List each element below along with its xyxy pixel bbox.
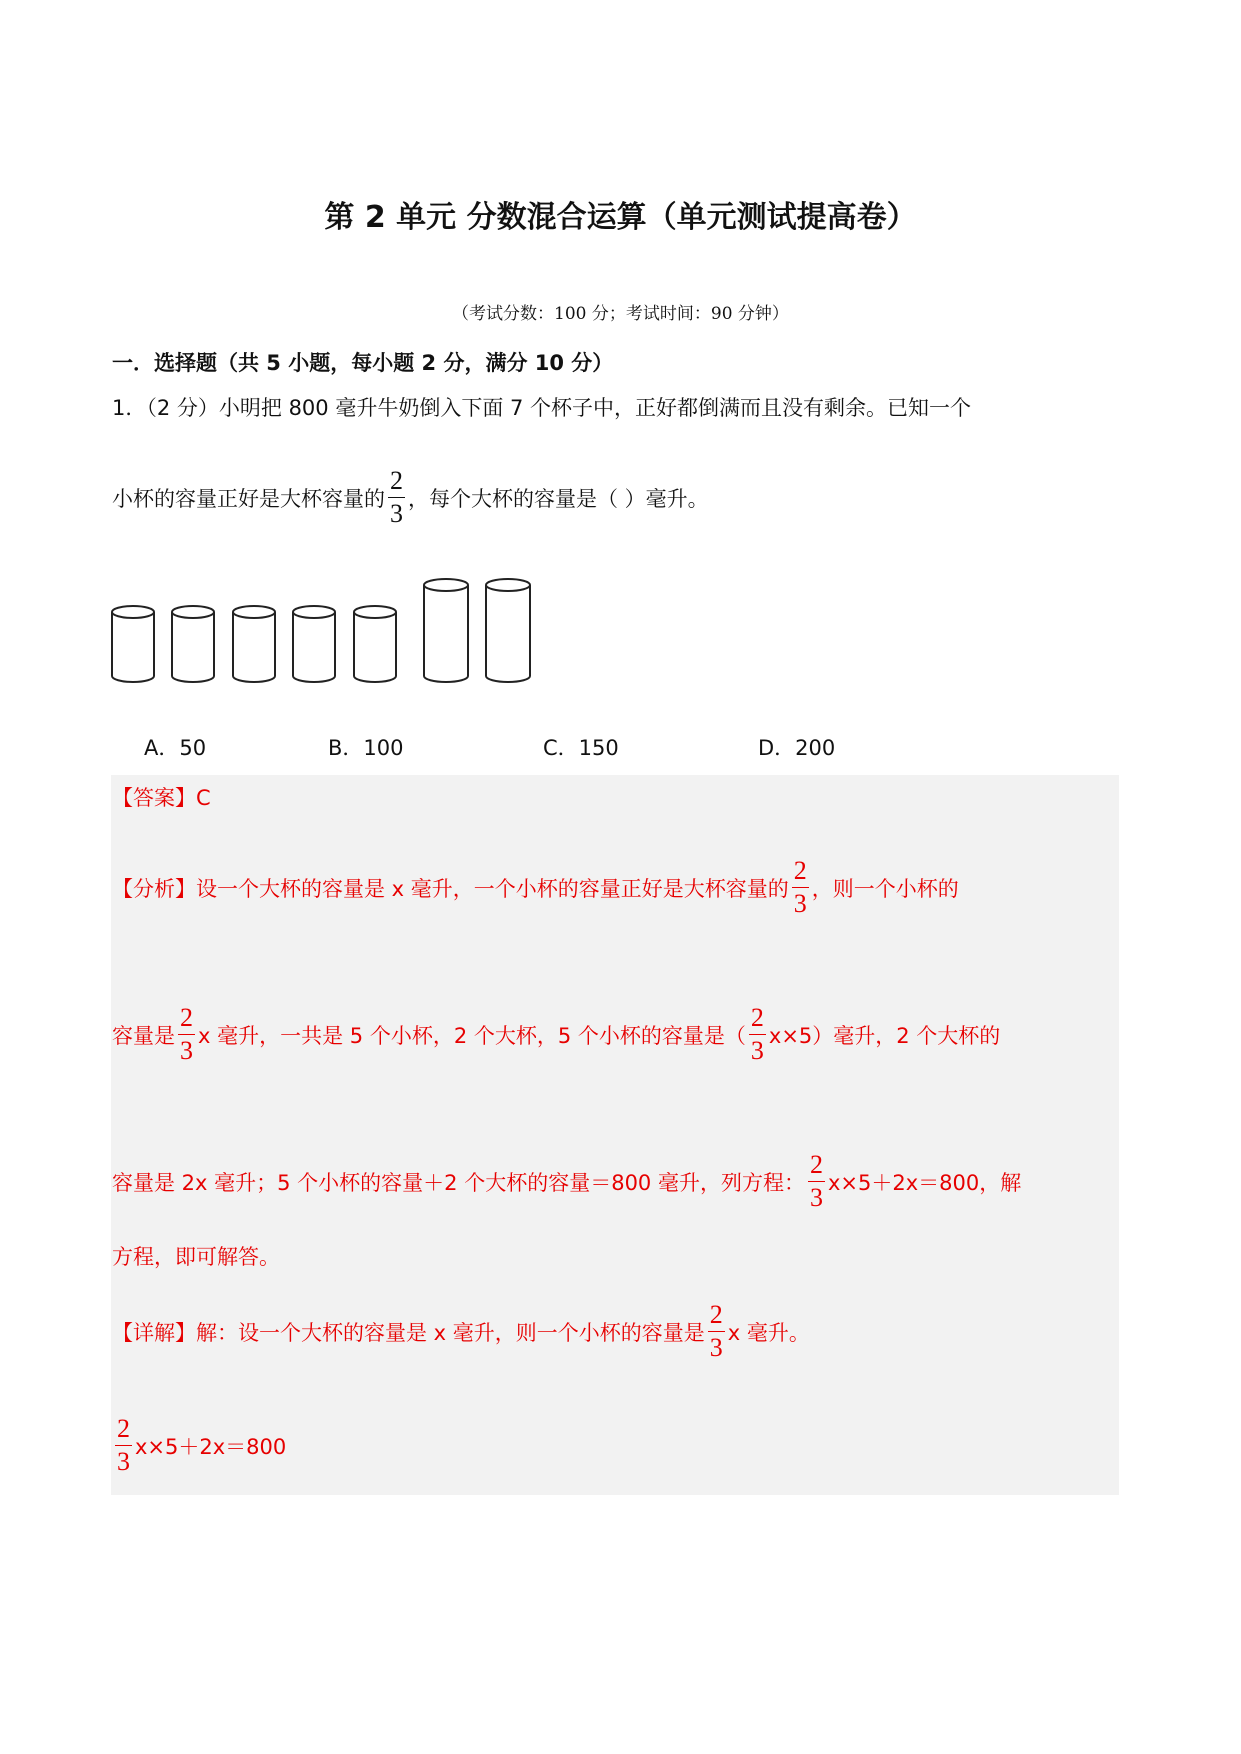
equation-line: $\frac{2}{3}$ x×5＋2x＝800: [117, 1414, 287, 1476]
exam-info: （考试分数：100 分；考试时间：90 分钟）: [452, 304, 789, 324]
fraction-two-thirds: $\frac{2}{3}$: [390, 466, 403, 528]
fraction-two-thirds: $\frac{2}{3}$: [709, 1300, 723, 1362]
option-d: D．200: [758, 736, 836, 760]
detail-line: 【详解】解：设一个大杯的容量是 x 毫升，则一个小杯的容量是 $\frac{2}{3}$ x 毫升。: [112, 1300, 810, 1362]
option-c: C．150: [543, 736, 619, 760]
question-1-text-a: 小杯的容量正好是大杯容量的: [112, 486, 385, 511]
option-b: B．100: [328, 736, 404, 760]
question-1-text-b: ，每个大杯的容量是（ ）毫升。: [408, 486, 709, 511]
analysis-line-2: 容量是 $\frac{2}{3}$ x 毫升，一共是 5 个小杯，2 个大杯，5 个小杯的容量是（ $\frac{2}{3}$ x×5）毫升，2 个大杯的: [112, 1003, 1001, 1065]
small-cup-icon: [233, 606, 275, 682]
question-1-line-2: [112, 468, 709, 527]
small-cup-icon: [293, 606, 335, 682]
analysis-line-3: 容量是 2x 毫升；5 个小杯的容量＋2 个大杯的容量＝800 毫升，列方程： $\frac{2}{3}$ x×5＋2x＝800，解: [112, 1150, 1022, 1212]
small-cup-icon: [172, 606, 214, 682]
option-a: A．50: [144, 736, 207, 760]
small-cup-icon: [112, 606, 154, 682]
large-cup-icon: [424, 579, 468, 682]
question-1-line-1: 1．（2 分）小明把 800 毫升牛奶倒入下面 7 个杯子中，正好都倒满而且没有剩余。已知一个: [112, 396, 972, 420]
cups-illustration: [108, 578, 538, 688]
analysis-line-4: 方程，即可解答。: [112, 1245, 280, 1269]
large-cup-icon: [486, 579, 530, 682]
fraction-two-thirds: $\frac{2}{3}$: [117, 1414, 130, 1476]
fraction-two-thirds: $\frac{2}{3}$: [809, 1150, 823, 1212]
small-cup-icon: [354, 606, 396, 682]
fraction-two-thirds: $\frac{2}{3}$: [793, 856, 807, 918]
fraction-two-thirds: $\frac{2}{3}$: [180, 1003, 193, 1065]
answer-line: 【答案】C: [112, 786, 211, 810]
page-title: 第 2 单元 分数混合运算（单元测试提高卷）: [324, 200, 917, 235]
fraction-two-thirds: $\frac{2}{3}$: [750, 1003, 764, 1065]
analysis-line-1: 【分析】设一个大杯的容量是 x 毫升，一个小杯的容量正好是大杯容量的 $\frac{2}{3}$ ，则一个小杯的: [112, 856, 959, 918]
section-heading: 一．选择题（共 5 小题，每小题 2 分，满分 10 分）: [112, 351, 614, 375]
